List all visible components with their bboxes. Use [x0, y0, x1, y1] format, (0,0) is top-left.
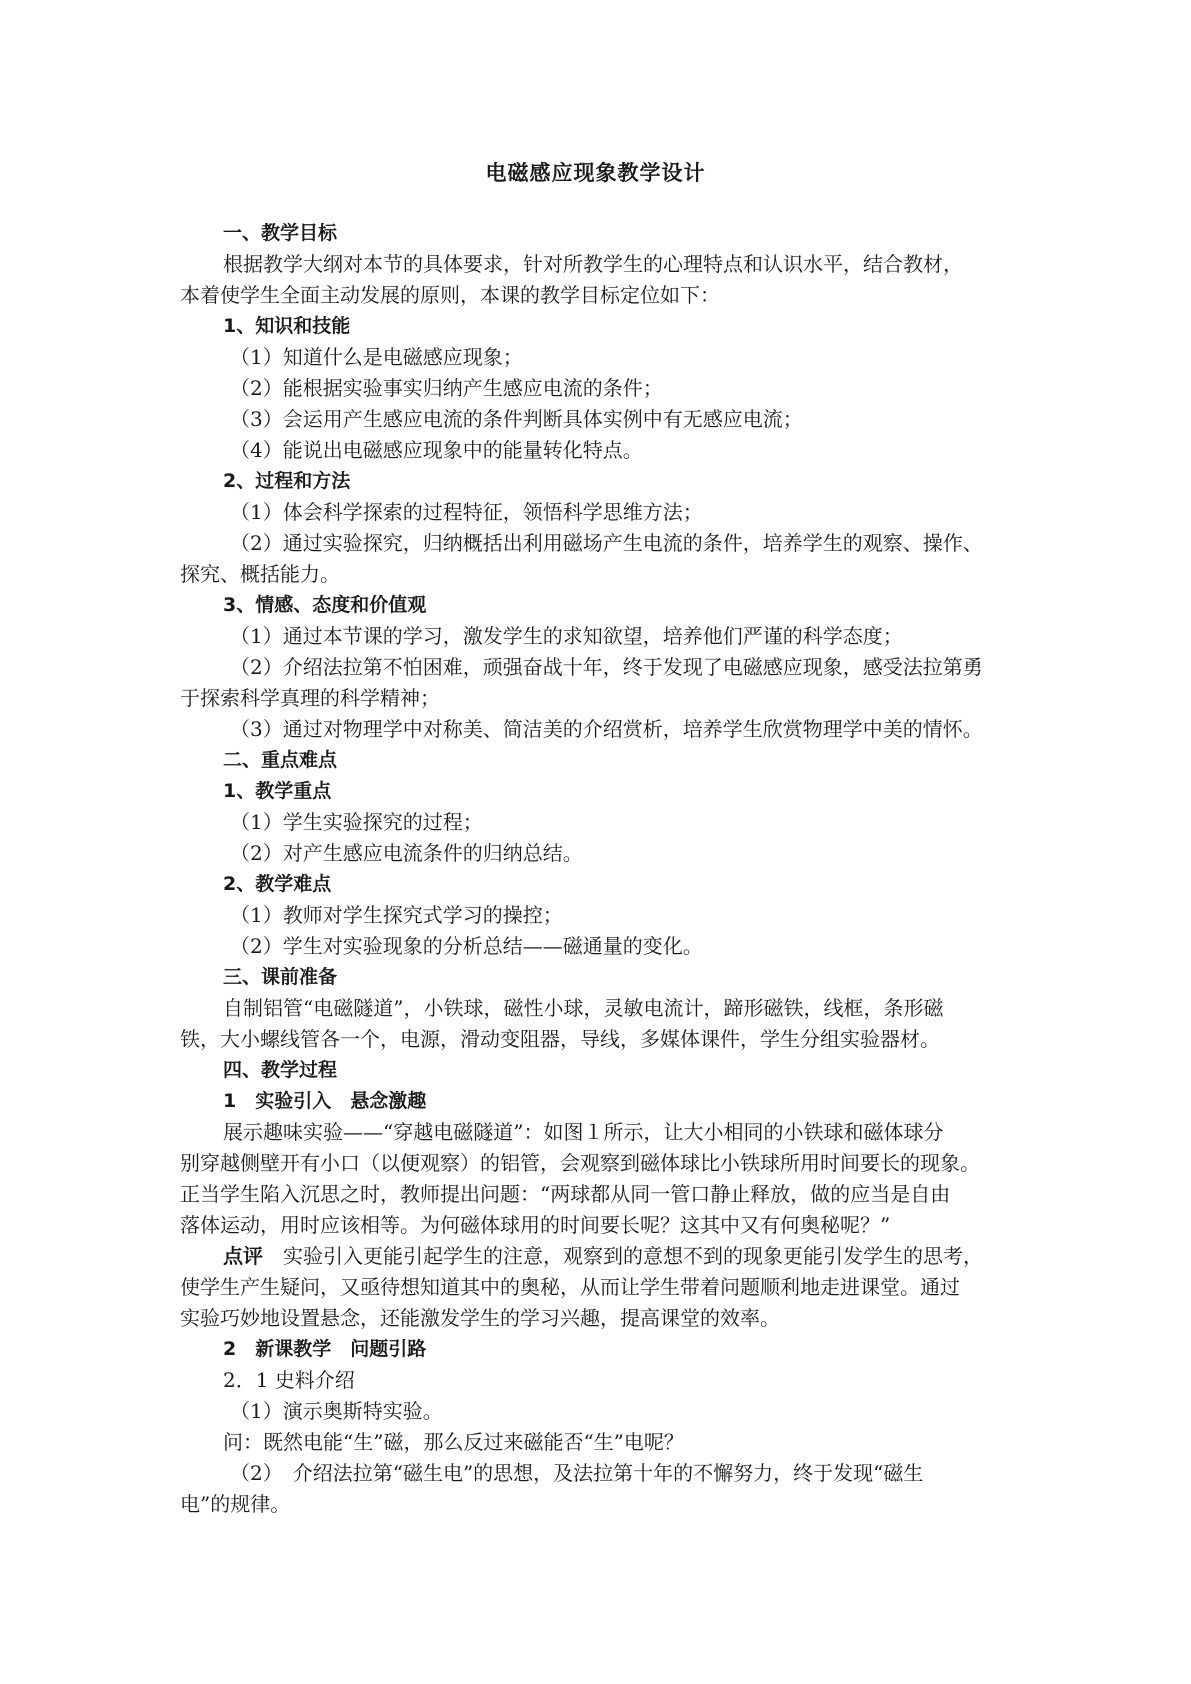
comment-text: 实验引入更能引起学生的注意，观察到的意想不到的现象更能引发学生的思考，	[263, 1244, 983, 1268]
comment-line	[180, 1241, 1014, 1272]
paragraph-line: 正当学生陷入沉思之时，教师提出问题：“两球都从同一管口静止释放，做的应当是自由	[180, 1182, 951, 1206]
section-heading-preparation: 三、课前准备	[223, 966, 338, 988]
step-heading-new-lesson: 2 新课教学 问题引路	[223, 1338, 427, 1360]
list-item: （1）学生实验探究的过程；	[230, 810, 483, 834]
subsection-heading-knowledge: 1、知识和技能	[223, 315, 351, 337]
list-item: （3）会运用产生感应电流的条件判断具体实例中有无感应电流；	[230, 407, 803, 431]
list-item: （3）通过对物理学中对称美、简洁美的介绍赏析，培养学生欣赏物理学中美的情怀。	[230, 717, 983, 741]
list-item: （1）教师对学生探究式学习的操控；	[230, 903, 563, 927]
list-item-continuation: 于探索科学真理的科学精神；	[180, 686, 440, 710]
list-item: （1）知道什么是电磁感应现象；	[230, 345, 523, 369]
comment-label: 点评	[223, 1244, 263, 1268]
list-item: （2）学生对实验现象的分析总结——磁通量的变化。	[230, 934, 703, 958]
subsection-heading-difficulty: 2、教学难点	[223, 873, 332, 895]
paragraph-line: 根据教学大纲对本节的具体要求，针对所教学生的心理特点和认识水平，结合教材，	[223, 252, 963, 276]
paragraph-line: 自制铝管“电磁隧道”，小铁球，磁性小球，灵敏电流计，蹄形磁铁，线框，条形磁	[223, 996, 944, 1020]
paragraph-line: 实验巧妙地设置悬念，还能激发学生的学习兴趣，提高课堂的效率。	[180, 1306, 780, 1330]
subsection-heading-attitude: 3、情感、态度和价值观	[223, 594, 427, 616]
list-item: （1）演示奥斯特实验。	[230, 1399, 443, 1423]
paragraph-line: 使学生产生疑问，又亟待想知道其中的奥秘，从而让学生带着问题顺利地走进课堂。通过	[180, 1275, 960, 1299]
list-item-continuation: 探究、概括能力。	[180, 562, 340, 586]
document-body	[180, 218, 1014, 1520]
subsection-heading-process: 2、过程和方法	[223, 470, 351, 492]
list-item: （2）介绍法拉第不怕困难，顽强奋战十年，终于发现了电磁感应现象，感受法拉第勇	[230, 655, 983, 679]
list-item: （2） 介绍法拉第“磁生电”的思想，及法拉第十年的不懈努力，终于发现“磁生	[230, 1461, 924, 1485]
list-item: （2）对产生感应电流条件的归纳总结。	[230, 841, 583, 865]
subsection-heading-focus: 1、教学重点	[223, 780, 332, 802]
paragraph-line: 别穿越侧壁开有小口（以便观察）的铝管，会观察到磁体球比小铁球所用时间要长的现象。	[180, 1151, 980, 1175]
sub-step-heading: 2．1 史料介绍	[223, 1368, 355, 1392]
paragraph-line: 铁，大小螺线管各一个，电源，滑动变阻器，导线，多媒体课件，学生分组实验器材。	[180, 1027, 940, 1051]
step-heading-intro: 1 实验引入 悬念激趣	[223, 1090, 427, 1112]
paragraph-line: 落体运动，用时应该相等。为何磁体球用的时间要长呢？这其中又有何奥秘呢？”	[180, 1213, 891, 1237]
list-item-continuation: 电”的规律。	[180, 1492, 291, 1516]
section-heading-key-points: 二、重点难点	[223, 749, 338, 771]
section-heading-objectives: 一、教学目标	[223, 222, 338, 244]
section-heading-process: 四、教学过程	[223, 1059, 338, 1081]
list-item: （1）通过本节课的学习，激发学生的求知欲望，培养他们严谨的科学态度；	[230, 624, 903, 648]
paragraph-line: 展示趣味实验——“穿越电磁隧道”：如图１所示，让大小相同的小铁球和磁体球分	[223, 1120, 944, 1144]
list-item: （4）能说出电磁感应现象中的能量转化特点。	[230, 438, 643, 462]
paragraph-line: 本着使学生全面主动发展的原则，本课的教学目标定位如下：	[180, 283, 720, 307]
document-title: 电磁感应现象教学设计	[485, 161, 706, 185]
question-line: 问：既然电能“生”磁，那么反过来磁能否“生”电呢？	[223, 1430, 684, 1454]
list-item: （2）能根据实验事实归纳产生感应电流的条件；	[230, 376, 663, 400]
list-item: （2）通过实验探究，归纳概括出利用磁场产生电流的条件，培养学生的观察、操作、	[230, 531, 983, 555]
list-item: （1）体会科学探索的过程特征，领悟科学思维方法；	[230, 500, 703, 524]
